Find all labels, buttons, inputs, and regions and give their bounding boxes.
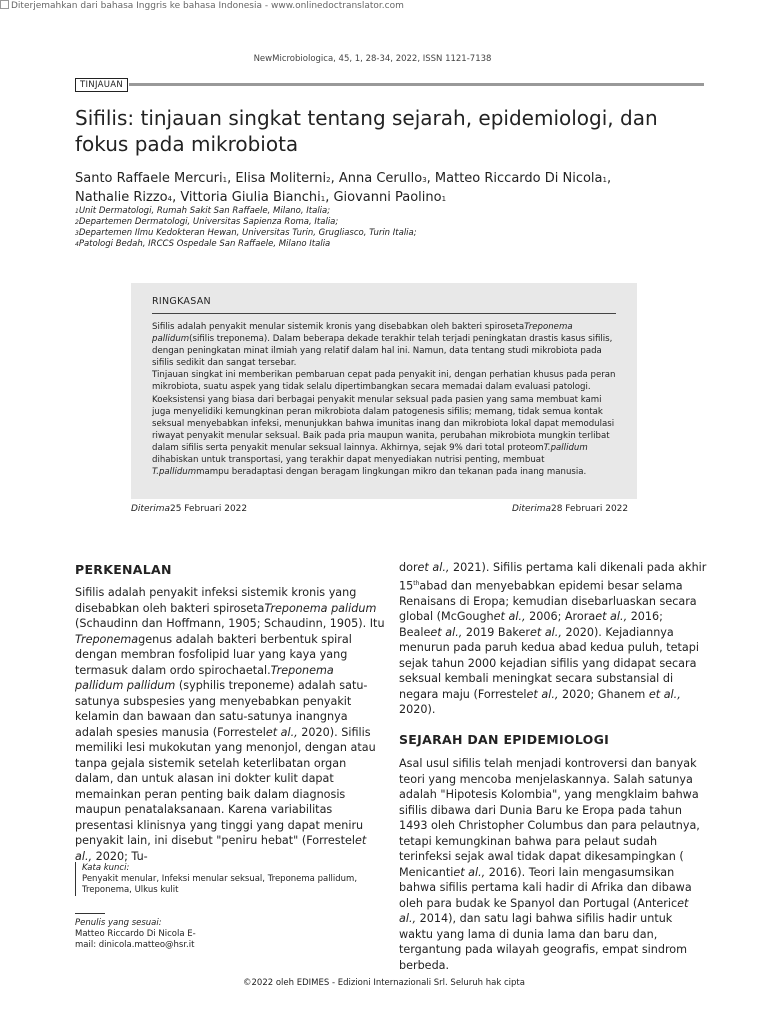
header-rule (129, 83, 704, 86)
correspondence-label: Penulis yang sesuai: (75, 918, 162, 928)
affiliation: 3Departemen Ilmu Kedokteran Hewan, Universitas Turin, Grugliasco, Turin Italia; (75, 228, 417, 238)
author-list (75, 170, 695, 208)
intro-heading: PERKENALAN (75, 562, 172, 577)
history-text: Asal usul sifilis telah menjadi kontroversi dan banyak teori yang mencoba menjelaskannya. Salah satunya adalah "Hipotesis Kolombia", yang mengklaim bahwa sifilis dibawa dari Dunia Baru ke Eropa pada tahun 1493 oleh Christopher Columbus dan para pelautnya, tetapi kemungkinan bahwa para pelaut sudah terinfeksi sejak awal tidak dapat dikesampingkan ( Menicantiet al., 2016). Teori lain mengasumsikan bahwa sifilis pertama kali hadir di Afrika dan dibawa oleh para budak ke Spanyol dan Portugal (Antericet al., 2014), dan satu lagi bahwa sifilis hadir untuk waktu yang lama di dunia lama dan baru dan, tergantung pada wilayah geografis, empat sindrom berbeda. (399, 757, 700, 972)
affiliation-list (75, 206, 675, 250)
section-tag: TINJAUAN (75, 78, 128, 92)
author: Nathalie Rizzo4, (75, 190, 181, 205)
history-heading: SEJARAH DAN EPIDEMIOLOGI (399, 732, 610, 747)
affiliation: 2Departemen Dermatologi, Universitas Sapienza Roma, Italia; (75, 217, 339, 227)
abstract-text (152, 321, 620, 478)
keywords-label: Kata kunci: (82, 863, 130, 873)
author: Matteo Riccardo Di Nicola1, (434, 171, 612, 186)
author: Santo Raffaele Mercuri1, (75, 171, 236, 186)
article-title: Sifilis: tinjauan singkat tentang sejarah, epidemiologi, dan fokus pada mikrobiota (75, 106, 658, 156)
translator-banner[interactable] (0, 0, 404, 11)
correspondence-rule (75, 913, 105, 914)
intro-text: Sifilis adalah penyakit infeksi sistemik kronis yang disebabkan oleh bakteri spirosetaTreponema palidum (Schaudinn dan Hoffmann, 1905; Schaudinn, 1905). Itu Treponemagenus adalah bakteri berbentuk spiral dengan membran fosfolipid luar yang kaya yang termasuk dalam ordo spirochaetal.Treponema pallidum pallidum (syphilis treponeme) adalah satu-satunya subspesies yang menyebabkan penyakit kelamin dan bawaan dan satu-satunya inangnya adalah spesies manusia (Forrestelet al., 2020). Sifilis memiliki lesi mukokutan yang menonjol, dengan atau tanpa gejala sistemik setelah keterlibatan organ dalam, dan untuk alasan ini dokter kulit dapat memainkan peran penting baik dalam diagnosis maupun penatalaksanaan. Karena variabilitas presentasi klinisnya yang tinggi yang dapat meniru penyakit lain, ini disebut "peniru hebat" (Forrestelet al., 2020; Tu- (75, 586, 385, 863)
copyright-footer: ©2022 oleh EDIMES - Edizioni Internazionali Srl. Seluruh hak cipta (243, 978, 525, 988)
correspondence (75, 918, 275, 951)
translator-logo-icon (0, 0, 9, 9)
accepted-date: Diterima28 Februari 2022 (512, 504, 629, 514)
correspondence-name: Matteo Riccardo Di Nicola E- (75, 929, 196, 939)
author: Anna Cerullo3, (338, 171, 435, 186)
author: Giovanni Paolino1 (333, 190, 447, 205)
abstract-rule (152, 313, 616, 314)
abstract-paragraph: Tinjauan singkat ini memberikan pembaruan cepat pada penyakit ini, dengan perhatian khusus pada peran mikrobiota, suatu aspek yang tidak selalu dipertimbangkan secara memadai dalam evaluasi patologi. Koeksistensi yang biasa dari berbagai penyakit menular seksual pada pasien yang sama membuat kami juga menyelidiki kemungkinan peran mikrobiota dalam patogenesis sifilis; memang, tidak semua kontak seksual menyebabkan infeksi, menunjukkan bahwa imunitas inang dan mikrobiota lokal dapat memodulasi riwayat penyakit menular seksual. Baik pada pria maupun wanita, perubahan mikrobiota mungkin terlibat dalam sifilis serta penyakit menular seksual lainnya. Akhirnya, sejak 9% dari total proteomT.pallidum dihabiskan untuk transportasi, yang terakhir dapat menyediakan nutrisi penting, membuat T.pallidummampu beradaptasi dengan beragam lingkungan mikro dan tekanan pada inang manusia. (152, 370, 616, 478)
keywords-text: Penyakit menular, Infeksi menular seksual, Treponema pallidum, Treponema, Ulkus kulit (82, 874, 358, 895)
keywords (82, 863, 382, 896)
author: Vittoria Giulia Bianchi1, (180, 190, 334, 205)
author: Elisa Moliterni2, (235, 171, 339, 186)
keywords-bar (75, 862, 76, 896)
affiliation: 4Patologi Bedah, IRCCS Ospedale San Raffaele, Milano Italia (75, 239, 331, 249)
affiliation: 1Unit Dermatologi, Rumah Sakit San Raffaele, Milano, Italia; (75, 206, 331, 216)
translator-note[interactable]: Diterjemahkan dari bahasa Inggris ke bahasa Indonesia - www.onlinedoctranslator.com (11, 1, 404, 11)
correspondence-email[interactable]: mail: dinicola.matteo@hsr.it (75, 940, 195, 950)
received-date: Diterima25 Februari 2022 (131, 504, 248, 514)
abstract-paragraph: Sifilis adalah penyakit menular sistemik kronis yang disebabkan oleh bakteri spirosetaTreponema pallidum(sifilis treponema). Dalam beberapa dekade terakhir telah terjadi peningkatan drastis kasus sifilis, dengan peningkatan minat ilmiah yang relatif dalam hal ini. Namun, data tentang studi mikrobiota pada sifilis sedikit dan sangat tersebar. (152, 322, 613, 369)
intro-text-continued: doret al., 2021). Sifilis pertama kali dikenali pada akhir 15thabad dan menyebabkan epidemi besar selama Renaisans di Eropa; kemudian disebarluaskan secara global (McGoughet al., 2006; Aroraet al., 2016; Bealeet al., 2019 Bakeret al., 2020). Kejadiannya menurun pada paruh kedua abad kedua puluh, tetapi sejak tahun 2000 kejadian sifilis yang didapat secara seksual kembali meningkat secara substansial di negara maju (Forrestelet al., 2020; Ghanem et al., 2020). (399, 561, 707, 717)
abstract-heading: RINGKASAN (152, 296, 211, 307)
journal-line: NewMicrobiologica, 45, 1, 28-34, 2022, ISSN 1121-7138 (253, 54, 492, 64)
